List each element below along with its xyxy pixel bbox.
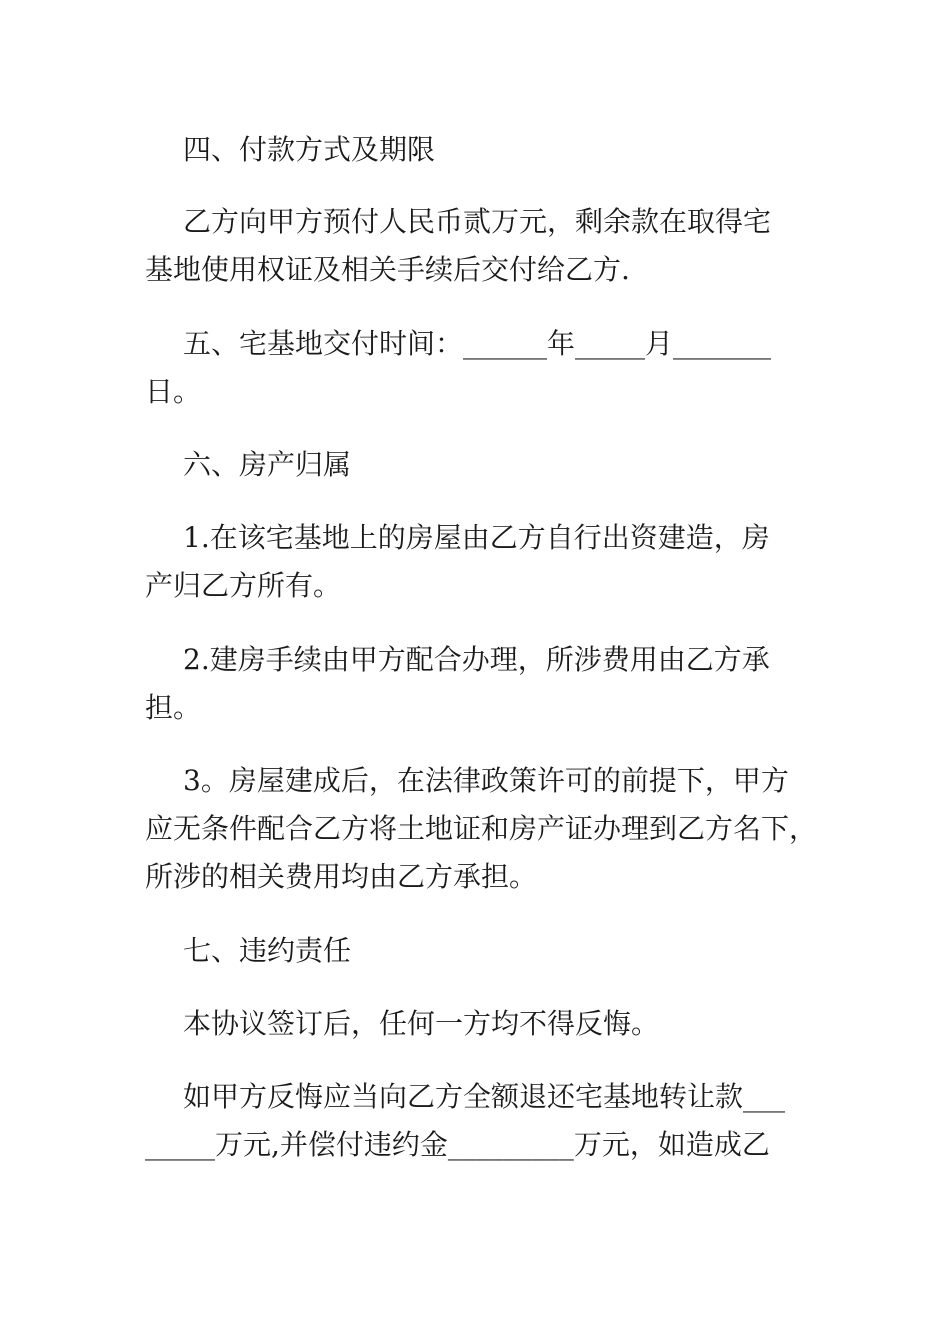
text-line: 基地使用权证及相关手续后交付给乙方.: [145, 253, 630, 286]
paragraph-delivery-time: [145, 320, 835, 416]
clause-3: [145, 757, 835, 901]
text-line: 六、房产归属: [183, 448, 352, 481]
text-line: 担。: [145, 691, 202, 724]
text-line: 产归乙方所有。: [145, 569, 342, 602]
text-line: 七、违约责任: [183, 934, 352, 967]
text-line: 应无条件配合乙方将土地证和房产证办理到乙方名下，: [145, 812, 818, 845]
text-line: 乙方向甲方预付人民币贰万元，剩余款在取得宅: [183, 205, 772, 238]
paragraph-breach-refund: [145, 1073, 835, 1169]
text-line: 如甲方反悔应当向乙方全额退还宅基地转让款___: [183, 1080, 786, 1113]
text-line: _____万元,并偿付违约金_________万元，如造成乙: [145, 1128, 770, 1161]
text-line: 1.在该宅基地上的房屋由乙方自行出资建造，房: [183, 521, 770, 554]
text-line: 四、付款方式及期限: [183, 133, 436, 166]
text-line: 2.建房手续由甲方配合办理，所涉费用由乙方承: [183, 643, 770, 676]
section-heading-payment: [145, 126, 835, 174]
paragraph-payment-terms: [145, 198, 835, 294]
text-line: 五、宅基地交付时间：______年_____月_______: [183, 327, 772, 360]
clause-1: [145, 514, 835, 610]
clause-2: [145, 636, 835, 732]
text-line: 本协议签订后，任何一方均不得反悔。: [183, 1007, 660, 1040]
text-line: 日。: [145, 375, 202, 408]
paragraph-no-regret: [145, 1000, 835, 1048]
text-line: 3。房屋建成后，在法律政策许可的前提下，甲方: [183, 764, 789, 797]
text-line: 所涉的相关费用均由乙方承担。: [145, 860, 538, 893]
section-heading-ownership: [145, 441, 835, 489]
section-heading-liability: [145, 927, 835, 975]
